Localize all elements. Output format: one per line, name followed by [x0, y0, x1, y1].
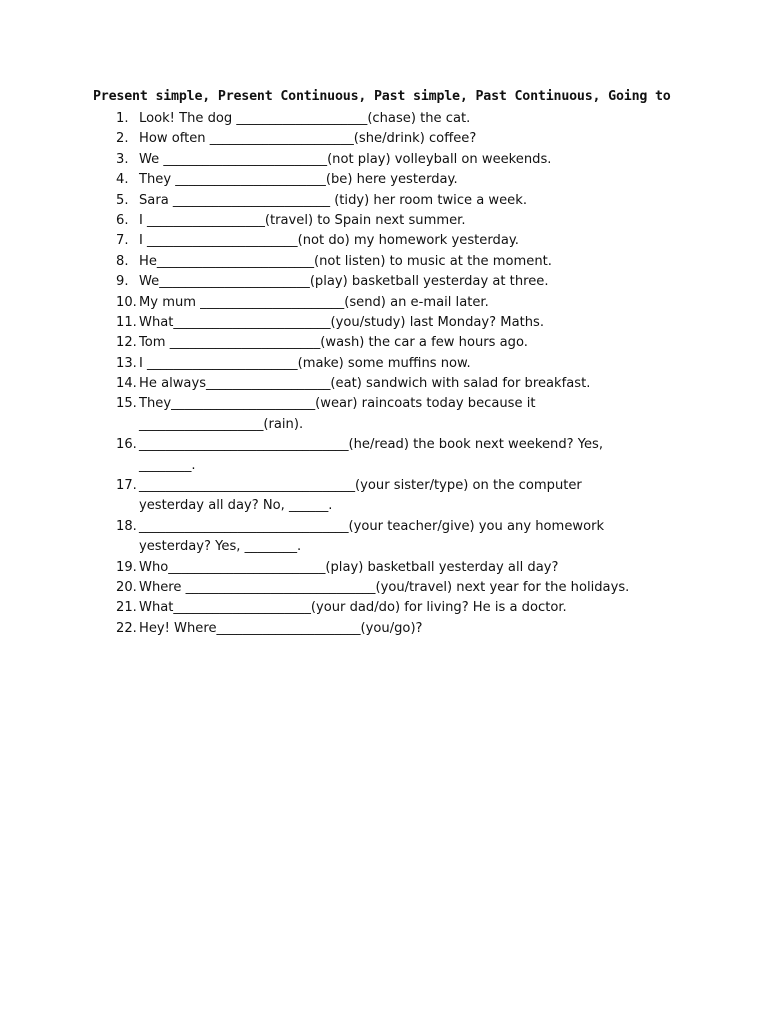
item-text: My mum ______________________(send) an e-mail later. [139, 294, 489, 310]
item-number: 20. [116, 580, 137, 596]
exercise-item-4 [0, 170, 768, 190]
item-number: 3. [116, 151, 129, 167]
exercise-item-3 [0, 150, 768, 170]
exercise-item-15 [0, 394, 768, 435]
item-text: What________________________(you/study) last Monday? Maths. [139, 314, 545, 330]
item-text-continuation: yesterday all day? No, ______. [139, 498, 333, 514]
item-text: I _______________________(make) some muffins now. [139, 355, 471, 371]
exercise-item-5 [0, 191, 768, 211]
item-number: 8. [116, 253, 129, 269]
exercise-item-20 [0, 578, 768, 598]
item-number: 22. [116, 620, 137, 636]
exercise-item-16 [0, 435, 768, 476]
item-number: 14. [116, 376, 137, 392]
item-text: What_____________________(your dad/do) for living? He is a doctor. [139, 600, 567, 616]
item-number: 21. [116, 600, 137, 616]
exercise-item-21 [0, 598, 768, 618]
item-number: 11. [116, 314, 137, 330]
item-text: He________________________(not listen) to music at the moment. [139, 253, 552, 269]
exercise-item-17 [0, 476, 768, 517]
item-number: 16. [116, 437, 137, 453]
item-number: 4. [116, 172, 129, 188]
exercise-item-11 [0, 313, 768, 333]
item-number: 6. [116, 212, 129, 228]
item-text: Who________________________(play) basketball yesterday all day? [139, 559, 559, 575]
exercise-item-2 [0, 129, 768, 149]
exercise-item-7 [0, 231, 768, 251]
item-number: 2. [116, 131, 129, 147]
item-text: I _______________________(not do) my homework yesterday. [139, 233, 519, 249]
item-text: He always___________________(eat) sandwich with salad for breakfast. [139, 376, 591, 392]
item-number: 13. [116, 355, 137, 371]
item-text: We _________________________(not play) volleyball on weekends. [139, 151, 552, 167]
exercise-item-19 [0, 558, 768, 578]
item-text: Look! The dog ____________________(chase) the cat. [139, 111, 471, 126]
item-text: Hey! Where______________________(you/go)? [139, 620, 423, 636]
item-text: We_______________________(play) basketball yesterday at three. [139, 274, 549, 290]
item-text-continuation: ________. [139, 457, 196, 473]
exercise-item-8 [0, 252, 768, 272]
exercise-item-22 [0, 619, 768, 639]
exercise-item-13 [0, 354, 768, 374]
exercise-item-6 [0, 211, 768, 231]
item-text-continuation: yesterday? Yes, ________. [139, 539, 302, 555]
exercise-item-14 [0, 374, 768, 394]
item-number: 5. [116, 192, 129, 208]
item-number: 1. [116, 111, 129, 126]
exercise-item-1 [0, 109, 768, 129]
item-number: 18. [116, 518, 137, 534]
item-text: Tom _______________________(wash) the car a few hours ago. [139, 335, 528, 351]
exercise-item-18 [0, 517, 768, 558]
item-number: 10. [116, 294, 137, 310]
item-number: 19. [116, 559, 137, 575]
item-number: 17. [116, 478, 137, 494]
item-text: Sara ________________________ (tidy) her room twice a week. [139, 192, 527, 208]
exercise-list [0, 109, 768, 639]
item-text: I __________________(travel) to Spain next summer. [139, 212, 466, 228]
item-number: 15. [116, 396, 137, 412]
item-text: Where _____________________________(you/travel) next year for the holidays. [139, 580, 630, 596]
item-number: 9. [116, 274, 129, 290]
item-text: They _______________________(be) here yesterday. [139, 172, 458, 188]
item-text: ________________________________(he/read) the book next weekend? Yes, [139, 437, 604, 453]
item-number: 12. [116, 335, 137, 351]
item-text: They______________________(wear) raincoats today because it [139, 396, 536, 412]
worksheet-title: Present simple, Present Continuous, Past simple, Past Continuous, Going to [93, 89, 671, 104]
item-text-continuation: ___________________(rain). [139, 416, 304, 432]
item-text: _________________________________(your sister/type) on the computer [139, 478, 582, 494]
item-text: How often ______________________(she/drink) coffee? [139, 131, 477, 147]
exercise-item-12 [0, 333, 768, 353]
item-number: 7. [116, 233, 129, 249]
item-text: ________________________________(your teacher/give) you any homework [139, 518, 605, 534]
exercise-item-9 [0, 272, 768, 292]
exercise-item-10 [0, 293, 768, 313]
